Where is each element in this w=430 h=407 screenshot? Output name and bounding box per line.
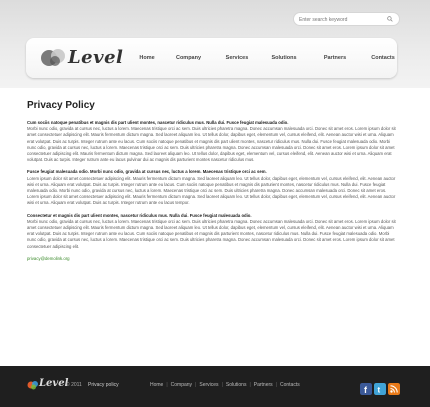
page-title: Privacy Policy [27,100,95,111]
paragraph-body: Morbi nunc odio, gravida at cursus nec, luctus a lorem. Maecenas tristique orci ac sem. Duis ultricies pharetra magna. Donec accumsan malesuada orci. Donec sit amet eros. Lorem ipsum dolor sit amet consectetuer adipiscing elit. Mauris fermentum dictum magna. Sed laoreet aliquam leo. Ut tellus dolor, dapibus eget, elementum vel, cursus eleifend, elit. Aenean auctor wisi et urna. Aliquam erat volutpat. Duis ac turpis. Integer rutrum ante eu lacus. Cum sociis natoque penatibus et magnis dis parturient montes, nascetur ridiculus mus. Nulla dui. Fusce feugiat malesuada odio. Morbi nunc odio, gravida at cursus nec, luctus a lorem. Maecenas tristique orci ac sem. Duis ultricies pharetra magna. Donec accumsan malesuada orci. Donec sit amet eros. Lorem ipsum dolor sit amet consectetuer adipiscing elit. [27,218,396,249]
footer-nav-home[interactable]: Home [150,382,164,388]
twitter-icon[interactable] [374,383,386,395]
main-navigation-bar [26,38,397,78]
divider: | [221,382,223,388]
logo-circles-icon [40,48,68,68]
paragraph-body: Lorem ipsum dolor sit amet consectetuer adipiscing elit. Mauris fermentum dictum magna. Sed laoreet aliquam leo. Ut tellus dolor, dapibus eget, elementum vel, cursus eleifend, elit. Aenean auctor wisi et urna. Aliquam erat volutpat. Duis ac turpis. Integer rutrum ante eu lacus. Cum sociis natoque penatibus et magnis dis parturient montes, nascetur ridiculus mus. Nulla dui. Fusce feugiat malesuada odio. Morbi nunc odio, gravida at cursus nec, luctus a lorem. Maecenas tristique orci ac sem. Duis ultricies pharetra magna. Donec accumsan malesuada orci. Donec sit amet eros. Lorem ipsum dolor sit amet consectetuer adipiscing elit. Mauris fermentum dictum magna. Sed laoreet aliquam leo. Ut tellus dolor, dapibus eget, elementum vel, cursus eleifend, elit. Aenean auctor wisi et urna. Aliquam erat volutpat. Duis ac turpis. Integer rutrum ante eu lacus tempor. [27,175,396,206]
footer-nav-partners[interactable]: Partners [253,382,273,388]
footer-nav-company[interactable]: Company [170,382,193,388]
nav-links [132,38,405,78]
search-placeholder: Enter search keyword [299,17,348,23]
main-content [27,100,399,261]
paragraph-lead: Cum sociis natoque penatibus et magnis dis part ulient montes, nascetur ridiculus mus. Nulla dui. Fusce feugiat malesuada odio. [27,120,289,125]
copyright-text: © 2011 [66,382,82,388]
paragraph-lead: Consectetur et magnis dis part ulient montes, nascetur ridiculus mus. Nulla dui. Fusce feugiat malesuada odio. [27,212,252,218]
divider: | [166,382,168,388]
policy-paragraph [27,169,399,206]
divider: | [249,382,251,388]
privacy-email-link[interactable]: privacy@demolink.org [27,255,70,261]
brand-name: Level [68,47,124,68]
footer-nav-services[interactable]: Services [199,382,219,388]
search-icon[interactable] [387,16,393,22]
rss-icon[interactable] [388,383,400,395]
svg-text:t: t [377,385,381,395]
nav-item-contacts[interactable]: Contacts [371,55,395,61]
svg-text:f: f [364,385,367,395]
footer-logo-circles-icon [27,379,39,391]
nav-item-partners[interactable]: Partners [323,55,347,61]
divider: | [275,382,277,388]
nav-item-company[interactable]: Company [175,55,202,61]
footer-nav-contacts[interactable]: Contacts [279,382,300,388]
footer-logo[interactable] [27,378,69,392]
brand-logo[interactable] [40,46,124,70]
footer-brand-name: Level [39,378,69,389]
privacy-policy-link[interactable]: Privacy policy [88,382,119,388]
policy-paragraph [27,213,399,250]
policy-paragraph [27,120,399,163]
footer-nav-solutions[interactable]: Solutions [225,382,247,388]
paragraph-body: Morbi nunc odio, gravida at cursus nec, luctus a lorem. Maecenas tristique orci ac sem. Duis ultricies pharetra magna. Donec accumsan malesuada orci. Donec sit amet eros. Lorem ipsum dolor sit amet consectetuer adipiscing elit. Mauris fermentum dictum magna. Sed laoreet aliquam leo. Ut tellus dolor, dapibus eget, elementum vel, cursus eleifend, elit. Aenean auctor wisi et urna. Aliquam erat volutpat. Duis ac turpis. Integer rutrum ante eu lacus. Cum sociis natoque penatibus et magnis dis part ulient montes, nascetur ridiculus mus. Nulla dui. Fusce feugiat malesuada odio. Morbi nunc odio, gravida at cursus nec, luctus a lorem. Maecenas tristique orci ac sem. Duis ultricies pharetra magna. Donec accumsan malesuada orci. Donec sit amet eros. Lorem ipsum dolor sit amet consectetuer adipiscing elit. Mauris fermentum dictum magna. Sed laoreet aliquam leo. Ut tellus dolor, dapibus eget, elementum vel, cursus eleifend, elit. Aenean auctor wisi et urna. Aliquam erat volutpat. Duis ac turpis. Integer rutrum ante eu lacus pulvinar dui ac magnis dis parturient montes nascetur ridiculus mus. [27,126,396,163]
facebook-icon[interactable] [360,383,372,395]
nav-item-solutions[interactable]: Solutions [271,55,297,61]
nav-item-home[interactable]: Home [139,55,155,61]
paragraph-lead: Fusce feugiat malesuada odio. Morbi nunc odio, gravida at cursus nec, luctus a lorem. Maecenas tristique orci ac sem. [27,169,267,175]
search-input[interactable] [293,12,400,26]
footer [0,366,430,407]
nav-item-services[interactable]: Services [225,55,249,61]
divider: | [195,382,197,388]
footer-nav [150,382,300,388]
